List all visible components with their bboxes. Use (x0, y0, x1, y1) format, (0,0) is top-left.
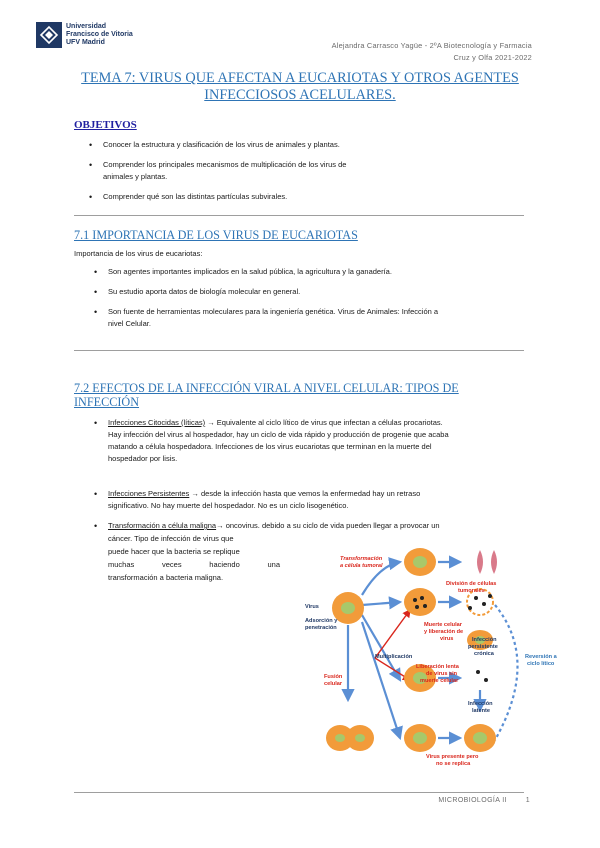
list-item: • Son agentes importantes implicados en la salud pública, la agricultura y la ganadería. (108, 266, 392, 278)
list-item-lytic: • Infecciones Citocidas (líticas) → Equivalente al ciclo lítico de virus que infectan a células procariotas. (108, 417, 532, 429)
svg-text:y liberación de: y liberación de (424, 629, 464, 635)
label-presente: Virus presente pero (426, 754, 479, 760)
logo-emblem-icon (36, 22, 62, 48)
list-item-cont: nivel Celular. (108, 319, 151, 328)
term-lytic: Infecciones Citocidas (líticas) (108, 418, 206, 427)
label-penetracion: penetración (305, 625, 337, 631)
page-title: TEMA 7: VIRUS QUE AFECTAN A EUCARIOTAS Y OTROS AGENTES INFECCIOSOS ACELULARES. (81, 70, 519, 103)
svg-text:no se replica: no se replica (436, 761, 471, 767)
page-number: 1 (525, 797, 530, 804)
text-line: matando a célula hospedadora. Infecciones de los virus eucariotas que terminan en la muerte del (108, 442, 432, 451)
footer-subject: MICROBIOLOGÍA II (438, 797, 507, 804)
transformed-cell (404, 548, 436, 576)
text-line: puede hacer que la bacteria se replique (108, 547, 240, 556)
label-latente: Infección (468, 701, 493, 707)
footer-divider (74, 792, 524, 793)
list-item: • Son fuente de herramientas moleculares para la ingeniería genética. Virus de Animales: Infección a (108, 306, 532, 318)
list-item-persistent: • Infecciones Persistentes → desde la infección hasta que vemos la enfermedad hay un retraso (108, 488, 532, 500)
latent-cell-right (464, 724, 496, 752)
objective-item: • Comprender qué son las distintas partículas subvirales. (103, 191, 287, 203)
objective-item: • Conocer la estructura y clasificación de los virus de animales y plantas. (103, 139, 340, 151)
svg-text:celular: celular (324, 681, 343, 687)
label-multiplicacion: Multiplicación (375, 654, 413, 660)
infected-cell-lytic (404, 588, 436, 616)
text-line: significativo. No hay muerte del hospedador. No es un ciclo lisogenético. (108, 501, 349, 510)
latent-cell (404, 724, 436, 752)
svg-text:virus: virus (440, 636, 454, 642)
text-line: muchas veces haciendo una (108, 560, 280, 569)
label-adsorcion: Adsorción y (305, 618, 338, 624)
label-liberacion: Liberación lenta (416, 664, 459, 670)
label-persistente: Infección (472, 637, 497, 643)
text-line: hospedador por lisis. (108, 454, 178, 463)
label-reversion: Reversión a (525, 654, 557, 660)
divider (74, 350, 524, 351)
logo-text: Universidad Francisco de Vitoria UFV Madrid (66, 23, 133, 46)
label-virus: Virus (305, 604, 319, 610)
list-item: • Su estudio aporta datos de biología molecular en general. (108, 286, 300, 298)
objective-item: • Comprender los principales mecanismos de multiplicación de los virus de (103, 159, 346, 171)
objective-item-cont: animales y plantas. (103, 172, 168, 181)
fused-cells (326, 725, 374, 751)
label-fusion: Fusión (324, 674, 343, 680)
svg-text:ciclo lítico: ciclo lítico (527, 661, 555, 667)
label-transformacion: Transformación (340, 556, 383, 562)
infection-diagram (300, 540, 572, 776)
divider (74, 215, 524, 216)
label-muerte: Muerte celular (424, 622, 462, 628)
svg-text:muerte celular: muerte celular (420, 678, 459, 684)
section-intro: Importancia de los virus de eucariotas: (74, 249, 203, 258)
svg-text:crónica: crónica (474, 651, 494, 657)
svg-text:a célula tumoral: a célula tumoral (340, 563, 383, 569)
svg-text:tumorales: tumorales (458, 588, 485, 594)
list-item-malignant: • Transformación a célula maligna→ oncovirus. debido a su ciclo de vida pueden llegar a provocar un (108, 520, 532, 532)
term-persistent: Infecciones Persistentes (108, 489, 190, 498)
svg-text:persistente: persistente (468, 644, 498, 650)
section-heading-7-2: 7.2 EFECTOS DE LA INFECCIÓN VIRAL A NIVEL CELULAR: TIPOS DE INFECCIÓN (74, 381, 459, 409)
university-logo (36, 22, 146, 52)
objectives-heading: OBJETIVOS (74, 119, 137, 131)
text-line: cáncer. Tipo de infección de virus que (108, 534, 234, 543)
section-heading-7-1: 7.1 IMPORTANCIA DE LOS VIRUS DE EUCARIOTAS (74, 228, 358, 242)
text-line: transformación a bacteria maligna. (108, 573, 224, 582)
tumor-cells (477, 550, 497, 574)
label-division: División de células (446, 581, 497, 587)
text-line: Hay infección del virus al hospedador, hay un ciclo de vida rápido y producción de progenie que acaba (108, 430, 449, 439)
term-malignant: Transformación a célula maligna (108, 521, 217, 530)
svg-text:latente: latente (472, 708, 491, 714)
header-author: Alejandra Carrasco Yagüe - 2ºA Biotecnología y Farmacia Cruz y Olfa 2021-2022 (331, 41, 532, 62)
svg-text:de virus sin: de virus sin (426, 671, 458, 677)
page-footer (438, 797, 530, 804)
